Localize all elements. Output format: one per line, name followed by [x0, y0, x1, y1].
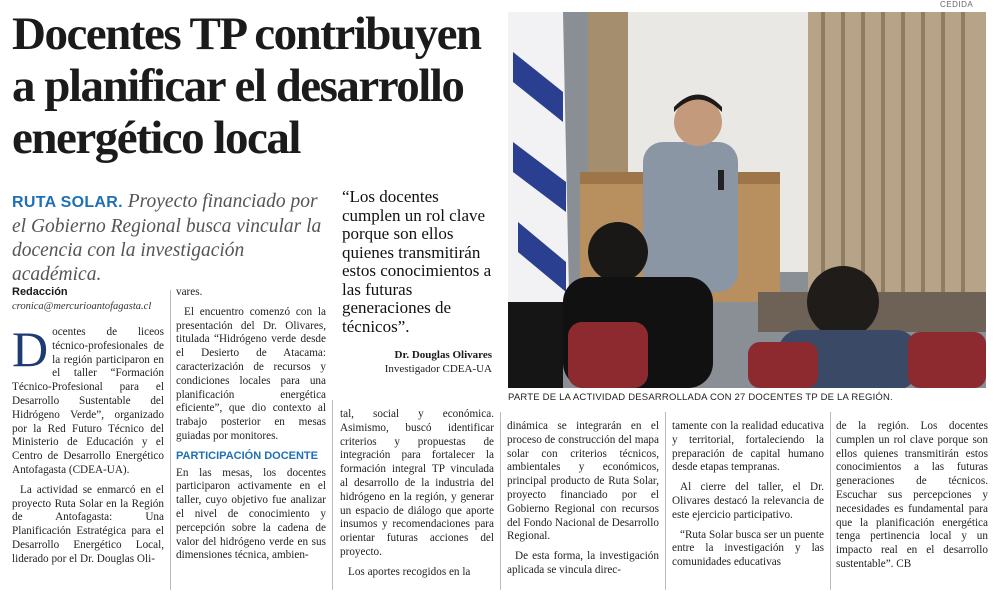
paragraph: Los aportes recogidos en la — [348, 565, 471, 578]
article-column-5 — [672, 420, 824, 576]
paragraph: dinámica se integrarán en el proceso de construcción del mapa solar con criterios técnicos, ambientales y económicos, principal producto de Ruta Solar, proyecto financiado por el Gobierno Regional con recursos del Fondo Nacional de Desarrollo Regional. — [507, 420, 659, 543]
column-divider — [170, 290, 171, 590]
paragraph: ocentes de liceos técnico-profesionales de la región participaron en el taller “Formación Técnico-Profesional para el Desarrollo Sustentable del Hidrógeno Verde”, organizado por la Red Futuro Técnico del Ministerio de Educación y el Centro de Desarrollo Energético Antofagasta (CDEA-UA). — [12, 326, 164, 476]
column-divider — [665, 412, 666, 590]
article-column-1 — [12, 321, 164, 573]
article-photo — [508, 12, 986, 388]
article-column-4 — [507, 420, 659, 584]
column-divider — [332, 400, 333, 590]
photo-caption: PARTE DE LA ACTIVIDAD DESARROLLADA CON 27 DOCENTES TP DE LA REGIÓN. — [508, 392, 893, 403]
column-divider — [500, 412, 501, 590]
paragraph: El encuentro comenzó con la presentación del Dr. Olivares, titulada “Hidrógeno verde desde el Desierto de Atacama: caracterización de recursos y condiciones locales para una planificación energética eficiente”, que dio contexto al trabajo posterior en mesas guiadas por monitores. — [176, 305, 326, 442]
article-column-3 — [340, 408, 494, 586]
presentation-scene-image — [508, 12, 986, 388]
quote-author-role: Investigador CDEA-UA — [384, 363, 492, 375]
column-divider — [830, 412, 831, 590]
deck-text: Proyecto financiado por el Gobierno Regional busca vincular la docencia con la investigación académica. — [12, 191, 322, 285]
paragraph: Al cierre del taller, el Dr. Olivares destacó la relevancia de este ejercicio participativo. — [672, 481, 824, 521]
author-email: cronica@mercurioantofagasta.cl — [12, 301, 152, 312]
photo-credit: CEDIDA — [940, 0, 974, 9]
article-column-2 — [176, 286, 326, 569]
paragraph: “Ruta Solar busca ser un puente entre la investigación y las comunidades educativas — [672, 528, 824, 569]
quote-attribution — [342, 348, 492, 376]
article-column-6 — [836, 420, 988, 578]
paragraph: De esta forma, la investigación aplicada se vincula direc- — [507, 550, 659, 576]
paragraph: tamente con la realidad educativa y territorial, fortaleciendo la preparación de capital humano desde etapas tempranas. — [672, 420, 824, 474]
deck — [12, 190, 332, 287]
paragraph: tal, social y económica. Asimismo, buscó identificar criterios y propuestas de integración para fortalecer la formación integral TP vinculada al desarrollo de la industria del hidrógeno en la región, y generar un espacio de diálogo que aporte insumos y recomendaciones para orientar futuras acciones del proyecto. — [340, 408, 494, 558]
pull-quote: “Los docentes cumplen un rol clave porque son ellos quienes transmitirán estos conocimientos a las futuras generaciones de técnicos”. — [342, 187, 492, 336]
dropcap: D — [12, 321, 49, 377]
quote-author-name: Dr. Douglas Olivares — [394, 349, 492, 361]
subheading: PARTICIPACIÓN DOCENTE — [176, 449, 318, 462]
paragraph: La actividad se enmarcó en el proyecto Ruta Solar en la Región de Antofagasta: Una Planificación Estratégica para el Desarrollo Energético Local, liderado por el Dr. Douglas Oli- — [12, 483, 164, 565]
section-tag: RUTA SOLAR. — [12, 194, 123, 211]
paragraph: de la región. Los docentes cumplen un rol clave porque son ellos quienes transmitirán estos conocimientos a las futuras generaciones de técnicos. Escuchar sus percepciones y necesidades es fundamental para que la planificación energética tenga pertinencia local y un impacto real en el desarrollo sustentable”. CB — [836, 420, 988, 570]
paragraph: vares. — [176, 286, 203, 298]
headline: Docentes TP contribuyen a planificar el desarrollo energético local — [12, 8, 481, 164]
paragraph: En las mesas, los docentes participaron activamente en el taller, cuyo objetivo fue analizar el nivel de conocimiento y percepción sobre la cadena de valor del hidrógeno verde en sus dimensiones técnica, ambien- — [176, 466, 326, 562]
byline: Redacción — [12, 286, 68, 298]
